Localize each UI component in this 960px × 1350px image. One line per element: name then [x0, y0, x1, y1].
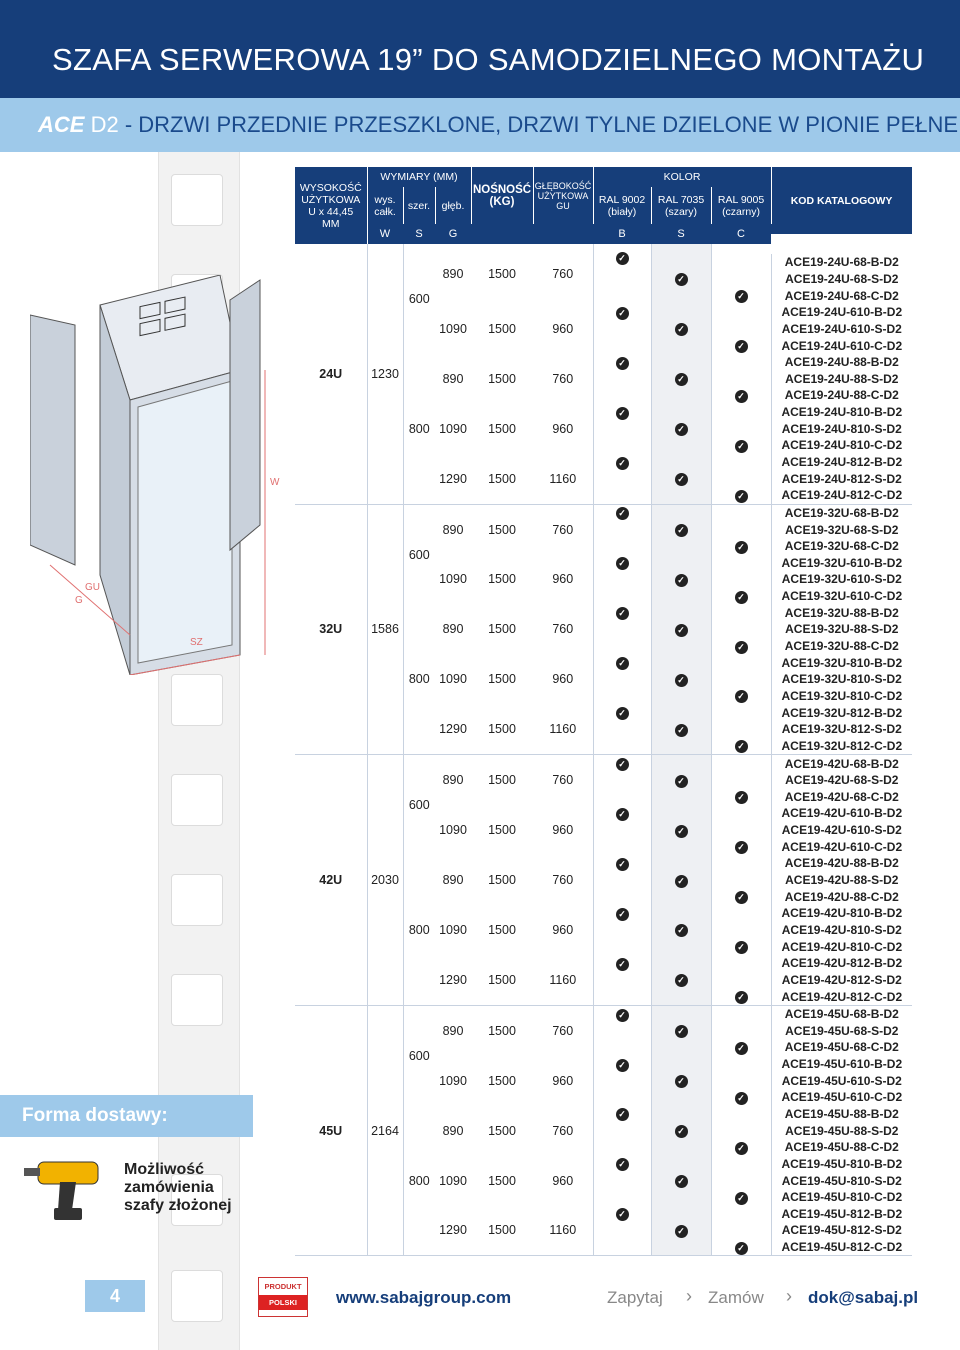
catalog-code: ACE19-24U-812-B-D2: [771, 454, 912, 471]
check-circle-icon: ✓: [735, 1042, 748, 1055]
check-circle-icon: ✓: [616, 758, 629, 771]
page-number: 4: [85, 1280, 145, 1312]
load-cell: 1500: [488, 922, 516, 937]
width-cell: 600: [403, 504, 435, 604]
check-circle-icon: ✓: [675, 524, 688, 537]
check-circle-icon: ✓: [735, 1192, 748, 1205]
assembled-line-3: szafy złożonej: [124, 1197, 232, 1214]
col-header-ral9005: RAL 9005 (czarny): [711, 187, 771, 224]
catalog-code: ACE19-32U-812-S-D2: [771, 721, 912, 738]
col-header-height: WYSOKOŚĆ UŻYTKOWA U x 44,45 MM: [295, 167, 367, 244]
width-cell: 600: [403, 244, 435, 354]
col-header-width: szer.: [403, 187, 435, 224]
check-circle-icon: ✓: [675, 775, 688, 788]
check-circle-icon: ✓: [616, 707, 629, 720]
model-name: D2: [90, 112, 119, 137]
check-circle-icon: ✓: [675, 1125, 688, 1138]
check-circle-icon: ✓: [616, 1059, 629, 1072]
check-circle-icon: ✓: [675, 1075, 688, 1088]
catalog-code: ACE19-24U-610-C-D2: [771, 337, 912, 354]
catalog-code: ACE19-45U-68-B-D2: [771, 1005, 912, 1022]
catalog-code: ACE19-42U-88-B-D2: [771, 855, 912, 872]
usable-depth-cell: 960: [552, 421, 574, 436]
catalog-code: ACE19-42U-810-C-D2: [771, 938, 912, 955]
check-circle-icon: ✓: [735, 841, 748, 854]
badge-bottom-text: POLSKI: [259, 1295, 307, 1310]
assembled-option: [124, 1161, 232, 1215]
catalog-code: ACE19-42U-810-B-D2: [771, 905, 912, 922]
catalog-code: ACE19-45U-812-B-D2: [771, 1206, 912, 1223]
check-circle-icon: ✓: [616, 1009, 629, 1022]
usable-depth-cell: 960: [552, 1073, 574, 1088]
delivery-banner: [0, 1095, 253, 1137]
usable-depth-cell: 960: [552, 321, 574, 336]
load-cell: 1500: [471, 704, 533, 754]
usable-depth-cell: 1160: [533, 454, 593, 504]
sub-b: B: [593, 224, 651, 244]
height-u-cell: 45U: [295, 1005, 367, 1256]
table-row: [295, 244, 912, 271]
depth-cell: 890: [442, 266, 464, 281]
check-circle-icon: ✓: [735, 440, 748, 453]
catalog-code: ACE19-42U-610-B-D2: [771, 805, 912, 822]
catalog-code: ACE19-42U-88-S-D2: [771, 872, 912, 889]
check-circle-icon: ✓: [735, 490, 748, 503]
check-circle-icon: ✓: [735, 791, 748, 804]
load-cell: 1500: [488, 371, 516, 386]
catalog-code: ACE19-24U-812-S-D2: [771, 470, 912, 487]
total-height-cell: 1586: [367, 504, 403, 755]
catalog-code: ACE19-32U-610-C-D2: [771, 588, 912, 605]
depth-cell: 890: [442, 873, 464, 888]
check-circle-icon: ✓: [675, 574, 688, 587]
catalog-code: ACE19-32U-810-C-D2: [771, 688, 912, 705]
catalog-code: ACE19-24U-68-S-D2: [771, 271, 912, 288]
check-circle-icon: ✓: [735, 891, 748, 904]
check-circle-icon: ✓: [616, 657, 629, 670]
check-circle-icon: ✓: [735, 290, 748, 303]
check-circle-icon: ✓: [616, 507, 629, 520]
width-cell: 800: [403, 1106, 435, 1256]
label-g: G: [75, 595, 83, 606]
total-height-cell: 2164: [367, 1005, 403, 1256]
depth-cell: 1290: [435, 454, 471, 504]
check-circle-icon: ✓: [616, 908, 629, 921]
table-row: [295, 504, 912, 521]
catalog-code: ACE19-42U-812-S-D2: [771, 972, 912, 989]
catalog-code: ACE19-32U-68-S-D2: [771, 521, 912, 538]
produkt-polski-badge: [258, 1277, 308, 1317]
depth-cell: 1290: [435, 1206, 471, 1256]
usable-depth-cell: 960: [552, 572, 574, 587]
load-cell: 1500: [471, 1206, 533, 1256]
check-circle-icon: ✓: [735, 390, 748, 403]
load-cell: 1500: [488, 773, 516, 788]
check-circle-icon: ✓: [675, 473, 688, 486]
check-circle-icon: ✓: [616, 357, 629, 370]
website-link[interactable]: www.sabajgroup.com: [336, 1288, 512, 1307]
check-circle-icon: ✓: [735, 641, 748, 654]
check-circle-icon: ✓: [616, 252, 629, 265]
usable-depth-cell: 1160: [533, 704, 593, 754]
catalog-code: ACE19-32U-810-B-D2: [771, 654, 912, 671]
check-circle-icon: ✓: [616, 1208, 629, 1221]
catalog-code: ACE19-32U-88-S-D2: [771, 621, 912, 638]
catalog-code: ACE19-32U-812-B-D2: [771, 704, 912, 721]
height-u-cell: 32U: [295, 504, 367, 755]
usable-depth-cell: 960: [552, 1173, 574, 1188]
catalog-code: ACE19-42U-810-S-D2: [771, 922, 912, 939]
chevron-right-icon: ›: [686, 1286, 692, 1306]
catalog-code: ACE19-24U-88-C-D2: [771, 387, 912, 404]
ask-link[interactable]: Zapytaj: [607, 1288, 663, 1307]
height-u-cell: 24U: [295, 244, 367, 504]
brand-name: ACE: [38, 112, 85, 137]
depth-cell: 1090: [439, 823, 467, 838]
depth-cell: 890: [442, 371, 464, 386]
check-circle-icon: ✓: [735, 1142, 748, 1155]
check-circle-icon: ✓: [675, 825, 688, 838]
assembled-line-1: Możliwość: [124, 1161, 205, 1178]
table-row: [295, 755, 912, 772]
check-circle-icon: ✓: [735, 690, 748, 703]
check-circle-icon: ✓: [616, 808, 629, 821]
page-subtitle: [38, 112, 958, 138]
total-height-cell: 1230: [367, 244, 403, 504]
load-cell: 1500: [488, 1173, 516, 1188]
drill-icon: [24, 1152, 106, 1222]
usable-depth-cell: 760: [552, 773, 574, 788]
subtitle-text: - DRZWI PRZEDNIE PRZESZKLONE, DRZWI TYLNE DZIELONE W PIONIE PEŁNE: [118, 112, 959, 137]
label-w: W: [270, 477, 280, 488]
usable-depth-cell: 1160: [533, 1206, 593, 1256]
catalog-code: ACE19-32U-810-S-D2: [771, 671, 912, 688]
depth-cell: 1090: [439, 421, 467, 436]
catalog-code: ACE19-42U-812-B-D2: [771, 955, 912, 972]
load-cell: 1500: [471, 454, 533, 504]
sub-w: W: [367, 224, 403, 244]
catalog-code: ACE19-45U-68-C-D2: [771, 1039, 912, 1056]
catalog-code: ACE19-42U-88-C-D2: [771, 888, 912, 905]
check-circle-icon: ✓: [675, 674, 688, 687]
check-circle-icon: ✓: [616, 958, 629, 971]
check-circle-icon: ✓: [616, 307, 629, 320]
sub-g: G: [435, 224, 471, 244]
catalog-code: ACE19-45U-810-S-D2: [771, 1172, 912, 1189]
page-header: [0, 0, 960, 98]
catalog-code: ACE19-45U-88-S-D2: [771, 1122, 912, 1139]
subtitle-bar: [0, 98, 960, 152]
catalog-code: ACE19-24U-610-S-D2: [771, 321, 912, 338]
catalog-code: ACE19-24U-810-C-D2: [771, 437, 912, 454]
load-cell: 1500: [488, 321, 516, 336]
catalog-code: ACE19-45U-810-B-D2: [771, 1156, 912, 1173]
col-header-usable-depth: GŁĘBOKOŚĆ UŻYTKOWA GU: [533, 167, 593, 224]
check-circle-icon: ✓: [675, 373, 688, 386]
depth-cell: 1290: [435, 955, 471, 1005]
width-cell: 600: [403, 1005, 435, 1105]
usable-depth-cell: 760: [552, 266, 574, 281]
catalog-code: ACE19-32U-68-C-D2: [771, 538, 912, 555]
usable-depth-cell: 960: [552, 922, 574, 937]
usable-depth-cell: 1160: [533, 955, 593, 1005]
check-circle-icon: ✓: [675, 624, 688, 637]
check-circle-icon: ✓: [675, 924, 688, 937]
depth-cell: 1090: [439, 922, 467, 937]
catalog-code: ACE19-24U-88-B-D2: [771, 354, 912, 371]
load-cell: 1500: [471, 955, 533, 1005]
col-header-dimensions: WYMIARY (MM): [367, 167, 471, 187]
usable-depth-cell: 960: [552, 823, 574, 838]
catalog-code: ACE19-45U-610-C-D2: [771, 1089, 912, 1106]
catalog-code: ACE19-45U-810-C-D2: [771, 1189, 912, 1206]
check-circle-icon: ✓: [735, 941, 748, 954]
check-circle-icon: ✓: [675, 875, 688, 888]
assembled-line-2: zamówienia: [124, 1179, 214, 1196]
check-circle-icon: ✓: [735, 1242, 748, 1255]
catalog-code: ACE19-42U-68-S-D2: [771, 772, 912, 789]
check-circle-icon: ✓: [735, 541, 748, 554]
chevron-right-icon: ›: [786, 1286, 792, 1306]
catalog-code: ACE19-45U-88-C-D2: [771, 1139, 912, 1156]
load-cell: 1500: [488, 1123, 516, 1138]
load-cell: 1500: [488, 672, 516, 687]
catalog-code: ACE19-45U-812-C-D2: [771, 1239, 912, 1256]
check-circle-icon: ✓: [675, 724, 688, 737]
catalog-code: ACE19-24U-812-C-D2: [771, 487, 912, 504]
label-gu: GU: [85, 582, 100, 593]
catalog-code: ACE19-45U-610-B-D2: [771, 1056, 912, 1073]
usable-depth-cell: 760: [552, 522, 574, 537]
spec-table: [295, 167, 913, 1256]
depth-cell: 890: [442, 1123, 464, 1138]
width-cell: 800: [403, 604, 435, 754]
depth-cell: 890: [442, 622, 464, 637]
catalog-code: ACE19-42U-610-C-D2: [771, 838, 912, 855]
depth-cell: 890: [442, 773, 464, 788]
width-cell: 600: [403, 755, 435, 855]
check-circle-icon: ✓: [675, 1175, 688, 1188]
catalog-code: ACE19-32U-88-C-D2: [771, 638, 912, 655]
load-cell: 1500: [488, 522, 516, 537]
usable-depth-cell: 760: [552, 1123, 574, 1138]
catalog-code: ACE19-32U-88-B-D2: [771, 604, 912, 621]
depth-cell: 1090: [439, 672, 467, 687]
check-circle-icon: ✓: [675, 1025, 688, 1038]
col-header-load: NOŚNOŚĆ (KG): [471, 167, 533, 224]
check-circle-icon: ✓: [616, 607, 629, 620]
check-circle-icon: ✓: [735, 740, 748, 753]
catalog-code: ACE19-42U-610-S-D2: [771, 822, 912, 839]
col-header-code: KOD KATALOGOWY: [771, 167, 912, 244]
col-header-ral9002: RAL 9002 (biały): [593, 187, 651, 224]
load-cell: 1500: [488, 622, 516, 637]
col-header-ral7035: RAL 7035 (szary): [651, 187, 711, 224]
catalog-code: ACE19-32U-812-C-D2: [771, 738, 912, 755]
depth-cell: 890: [442, 522, 464, 537]
load-cell: 1500: [488, 1073, 516, 1088]
depth-cell: 1090: [439, 1173, 467, 1188]
cabinet-drawing: [30, 275, 300, 675]
page-title: SZAFA SERWEROWA 19” DO SAMODZIELNEGO MONTAŻU: [52, 42, 925, 77]
load-cell: 1500: [488, 421, 516, 436]
order-link[interactable]: Zamów: [708, 1288, 764, 1307]
catalog-code: ACE19-24U-68-C-D2: [771, 287, 912, 304]
depth-cell: 1290: [435, 704, 471, 754]
badge-top-text: PRODUKT: [264, 1282, 302, 1291]
col-header-total-height: wys. całk.: [367, 187, 403, 224]
table-row: [295, 1005, 912, 1022]
load-cell: 1500: [488, 823, 516, 838]
depth-cell: 1090: [439, 321, 467, 336]
usable-depth-cell: 760: [552, 622, 574, 637]
check-circle-icon: ✓: [675, 423, 688, 436]
check-circle-icon: ✓: [675, 1225, 688, 1238]
catalog-code: ACE19-32U-68-B-D2: [771, 504, 912, 521]
check-circle-icon: ✓: [675, 974, 688, 987]
catalog-code: ACE19-24U-68-B-D2: [771, 244, 912, 271]
catalog-code: ACE19-42U-812-C-D2: [771, 988, 912, 1005]
catalog-code: ACE19-24U-610-B-D2: [771, 304, 912, 321]
email-link[interactable]: dok@sabaj.pl: [808, 1288, 919, 1307]
catalog-code: ACE19-24U-810-S-D2: [771, 420, 912, 437]
load-cell: 1500: [488, 873, 516, 888]
check-circle-icon: ✓: [735, 1092, 748, 1105]
load-cell: 1500: [488, 266, 516, 281]
total-height-cell: 2030: [367, 755, 403, 1006]
height-u-cell: 42U: [295, 755, 367, 1006]
col-header-color: KOLOR: [593, 167, 771, 187]
depth-cell: 1090: [439, 1073, 467, 1088]
catalog-code: ACE19-45U-68-S-D2: [771, 1022, 912, 1039]
check-circle-icon: ✓: [735, 591, 748, 604]
catalog-code: ACE19-45U-610-S-D2: [771, 1072, 912, 1089]
depth-cell: 890: [442, 1023, 464, 1038]
catalog-code: ACE19-45U-812-S-D2: [771, 1222, 912, 1239]
check-circle-icon: ✓: [735, 340, 748, 353]
usable-depth-cell: 760: [552, 873, 574, 888]
check-circle-icon: ✓: [616, 858, 629, 871]
usable-depth-cell: 960: [552, 672, 574, 687]
check-circle-icon: ✓: [616, 557, 629, 570]
depth-cell: 1090: [439, 572, 467, 587]
load-cell: 1500: [488, 1023, 516, 1038]
catalog-code: ACE19-24U-88-S-D2: [771, 370, 912, 387]
check-circle-icon: ✓: [675, 323, 688, 336]
check-circle-icon: ✓: [616, 1108, 629, 1121]
width-cell: 800: [403, 855, 435, 1005]
delivery-label: Forma dostawy:: [22, 1105, 168, 1126]
usable-depth-cell: 760: [552, 371, 574, 386]
width-cell: 800: [403, 354, 435, 504]
col-header-depth: głęb.: [435, 187, 471, 224]
catalog-code: ACE19-32U-610-S-D2: [771, 571, 912, 588]
load-cell: 1500: [488, 572, 516, 587]
check-circle-icon: ✓: [675, 273, 688, 286]
sub-s: S: [403, 224, 435, 244]
label-sz: SZ: [190, 637, 203, 648]
check-circle-icon: ✓: [735, 991, 748, 1004]
catalog-code: ACE19-45U-88-B-D2: [771, 1106, 912, 1123]
catalog-code: ACE19-42U-68-B-D2: [771, 755, 912, 772]
catalog-code: ACE19-32U-610-B-D2: [771, 555, 912, 572]
sub-c: C: [711, 224, 771, 244]
sub-s2: S: [651, 224, 711, 244]
check-circle-icon: ✓: [616, 457, 629, 470]
catalog-code: ACE19-42U-68-C-D2: [771, 789, 912, 806]
check-circle-icon: ✓: [616, 407, 629, 420]
usable-depth-cell: 760: [552, 1023, 574, 1038]
catalog-code: ACE19-24U-810-B-D2: [771, 404, 912, 421]
check-circle-icon: ✓: [616, 1158, 629, 1171]
